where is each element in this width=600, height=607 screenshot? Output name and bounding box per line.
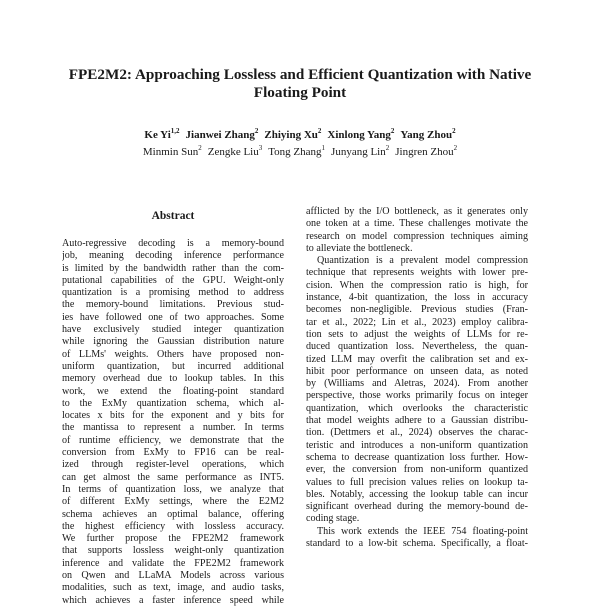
author-name: Minmin Sun xyxy=(142,146,199,158)
author-affiliation: 1 xyxy=(321,144,326,152)
text-line: schema to decrease quantization loss further. How- xyxy=(306,451,528,463)
text-line: that supports lossless weight-only quantization xyxy=(62,545,284,557)
text-line: tized LLM may overfit the calibration set and ex- xyxy=(306,353,528,365)
author-affiliation: 2 xyxy=(317,127,322,135)
paper-title xyxy=(0,66,600,102)
author xyxy=(144,129,179,141)
text-line: ies have followed one of two approaches. Some xyxy=(62,311,284,323)
text-line: work, we extend the floating-point standard xyxy=(62,385,284,397)
author-list xyxy=(0,127,600,161)
text-line: significant overhead during the memory-bound de- xyxy=(306,501,528,513)
text-line: of LLMs' weights. Others have proposed non- xyxy=(62,348,284,360)
author xyxy=(268,146,325,158)
text-line: We further propose the FPE2M2 framework xyxy=(62,533,284,545)
text-line: tar et al., 2022; Lin et al., 2023) employ calibra- xyxy=(306,316,528,328)
text-line: the memory-bound limitations. Previous stud- xyxy=(62,299,284,311)
text-line: to alleviate the bottleneck. xyxy=(306,242,413,254)
text-line: memory overhead due to lookup tables. In this xyxy=(62,373,284,385)
author xyxy=(143,146,202,158)
author xyxy=(327,129,394,141)
text-line: In terms of quantization loss, we analyze that xyxy=(62,483,284,495)
text-line: tion. (Dettmers et al., 2024) observes the charac- xyxy=(306,427,528,439)
title-line: FPE2M2: Approaching Lossless and Efficient Quantization with Native xyxy=(68,66,532,83)
text-line: of different ExMy settings, where the E2M2 xyxy=(62,496,284,508)
text-line: bles. Notably, accessing the lookup table can incur xyxy=(306,488,528,500)
author-name: Jingren Zhou xyxy=(395,146,454,158)
text-line: quantization is a promising method to address xyxy=(62,287,284,299)
author xyxy=(400,129,455,141)
author-name: Jianwei Zhang xyxy=(185,129,255,141)
author-affiliation: 2 xyxy=(198,144,202,152)
author-affiliation: 2 xyxy=(453,144,458,152)
title-line: Floating Point xyxy=(253,84,347,101)
text-line: perspective, those works primarily focus on integer xyxy=(306,390,528,402)
text-line: that model weights adhere to a Gaussian distribu- xyxy=(306,415,528,427)
text-line: This work extends the IEEE 754 floating-point xyxy=(317,525,528,537)
text-line: ized through register-level operations, which xyxy=(62,459,284,471)
text-line: can get almost the same performance as INT5. xyxy=(62,471,284,483)
text-line: one token at a time. These challenges motivate the xyxy=(306,218,528,230)
text-line: putational capabilities of the GPU. Weight-only xyxy=(62,274,284,286)
text-line: modalities, such as text, image, and audio tasks, xyxy=(62,582,284,594)
text-line: values to full precision values relies on lookup ta- xyxy=(306,476,528,488)
author-affiliation: 2 xyxy=(390,127,395,135)
author-affiliation: 2 xyxy=(385,144,390,152)
text-line: coding stage. xyxy=(306,513,360,525)
text-line: is limited by the bandwidth rather than the com- xyxy=(62,262,284,274)
abstract-column xyxy=(62,238,284,607)
text-line: by (Williams and Aletras, 2024). From another xyxy=(306,378,528,390)
text-line: duced quantization loss. Nevertheless, the quan- xyxy=(306,341,528,353)
text-line: standard to a low-bit schema. Specifically, a float- xyxy=(306,538,528,550)
text-line: while ignoring the Gaussian distribution nature xyxy=(62,336,284,348)
author-affiliation: 1,2 xyxy=(170,127,180,135)
text-line: cision. When the compression ratio is high, for xyxy=(306,279,528,291)
abstract-heading: Abstract xyxy=(151,210,195,222)
text-line: on Qwen and LLaMA Models across various xyxy=(62,570,284,582)
text-line: tion sets to adjust the weights of LLMs for re- xyxy=(306,328,528,340)
text-line: the highest efficiency with lossless accuracy. xyxy=(62,520,284,532)
author-name: Tong Zhang xyxy=(268,146,322,158)
author-affiliation: 2 xyxy=(254,127,259,135)
text-line: uniform quantization, but incurred additional xyxy=(62,360,284,372)
author-name: Zhiying Xu xyxy=(264,129,318,141)
author-name: Ke Yi xyxy=(144,129,171,141)
text-line: becomes non-negligible. Previous studies (Fran- xyxy=(306,304,528,316)
text-line: the mantissa to represent a number. In terms xyxy=(62,422,284,434)
text-line: teristic and introduces a non-uniform quantization xyxy=(306,439,528,451)
text-line: research on model compression techniques aiming xyxy=(306,230,528,242)
author-name: Zengke Liu xyxy=(207,146,259,158)
author xyxy=(264,129,321,141)
author-name: Xinlong Yang xyxy=(327,129,391,141)
text-line: Auto-regressive decoding is a memory-bound xyxy=(62,238,284,249)
text-line: which achieves a faster inference speed while xyxy=(62,594,284,606)
author xyxy=(395,146,457,158)
text-line: hibit poor performance on unseen data, as noted xyxy=(306,365,528,377)
text-line: have exclusively studied integer quantization xyxy=(62,324,284,336)
text-line: to the ExMy quantization schema, which al- xyxy=(62,397,284,409)
author-affiliation: 3 xyxy=(258,144,263,152)
text-line: job, meaning decoding inference performance xyxy=(62,250,284,262)
text-line: technique that represents weights with lower pre- xyxy=(306,267,528,279)
text-line: afflicted by the I/O bottleneck, as it generates only xyxy=(306,206,528,217)
text-line: inference and validate the FPE2M2 framework xyxy=(62,557,284,569)
text-line: ever, the conversion from non-uniform quantized xyxy=(306,464,528,476)
introduction-column xyxy=(306,206,528,550)
text-line: quantization, which overlooks the characteristic xyxy=(306,402,528,414)
text-line: conversion from ExMy to FP16 can be real- xyxy=(62,447,284,459)
author-name: Yang Zhou xyxy=(400,129,453,141)
text-line: of runtime efficiency, we demonstrate that the xyxy=(62,434,284,446)
author-row-primary xyxy=(0,127,600,144)
author xyxy=(331,146,389,158)
author xyxy=(186,129,259,141)
text-line: instance, 4-bit quantization, the loss in accuracy xyxy=(306,292,528,304)
author-row-secondary xyxy=(0,144,600,161)
text-line: Quantization is a prevalent model compression xyxy=(317,255,528,267)
text-line: schema achieves an optimal balance, offering xyxy=(62,508,284,520)
text-line: locates x bits for the exponent and y bits for xyxy=(62,410,284,422)
author-affiliation: 2 xyxy=(452,127,456,135)
author xyxy=(208,146,263,158)
author-name: Junyang Lin xyxy=(331,146,386,158)
